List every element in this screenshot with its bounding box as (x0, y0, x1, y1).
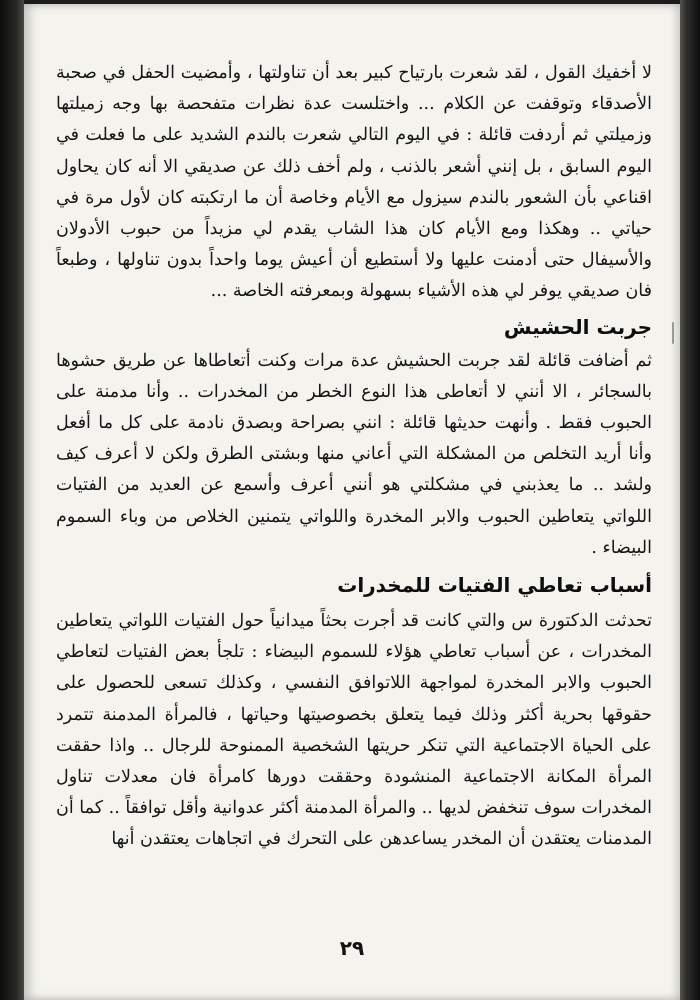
margin-mark (672, 322, 674, 344)
page-text-block (56, 58, 652, 856)
scan-left-edge (0, 0, 24, 1000)
scan-right-edge (680, 0, 700, 1000)
paragraph-reasons: تحدثت الدكتورة س والتي كانت قد أجرت بحثاً ميدانياً حول الفتيات اللواتي يتعاطين المخدرات ، عن أسباب تعاطي هؤلاء للسموم البيضاء : تلجأ بعض الفتيات لتعاطي الحبوب والابر المخدرة لمواجهة اللاتوافق النفسي ، وكذلك تسعى للحصول على حقوقها بحرية أكثر وذلك فيما يتعلق بخصوصيتها وحياتها ، فالمرأة المدمنة تتمرد على الحياة الاجتماعية التي تنكر حريتها الشخصية الممنوحة للرجال .. واذا حققت المرأة المكانة الاجتماعية المنشودة وحققت دورها كامرأة فان معدلات تناول المخدرات سوف تنخفض لديها .. والمرأة المدمنة أكثر عدوانية وأقل توافقاً .. كما أن المدمنات يعتقدن أن المخدر يساعدهن على التحرك في اتجاهات يعتقدن أنها (56, 611, 652, 850)
section-heading-tried-hashish: جربت الحشيش (503, 314, 652, 339)
section-heading-reasons: أسباب تعاطي الفتيات للمخدرات (337, 573, 652, 598)
paragraph-intro: لا أخفيك القول ، لقد شعرت بارتياح كبير بعد أن تناولتها ، وأمضيت الحفل في صحبة الأصدقاء وتوقفت عن الكلام ... واختلست عدة نظرات متفحصة بها وجه زميلتها وزميلتي ثم أردفت قائلة : في اليوم التالي شعرت بالندم الشديد على ما فعلت في اليوم السابق ، بل إنني أشعر بالذنب ، ولم أخف ذلك عن صديقي الا أنه كان يحاول اقناعي بأن الشعور بالندم سيزول مع الأيام وخاصة أن ما ارتكبته كان لأول مرة في حياتي .. وهكذا ومع الأيام كان هذا الشاب يقدم لي مزيداً من حبوب الأدولان والأسيفال حتى أدمنت عليها ولا أستطيع أن أعيش يوما واحداً بدون تناولها ، وطبعاً فان صديقي يوفر لي هذه الأشياء بسهولة وبمعرفته الخاصة ... (56, 63, 652, 302)
page-number: ٢٩ (339, 936, 365, 960)
book-page (24, 4, 680, 1000)
paragraph-hashish: ثم أضافت قائلة لقد جربت الحشيش عدة مرات وكنت أتعاطاها عن طريق حشوها بالسجائر ، الا أنني لا أتعاطى هذا النوع الخطر من المخدرات .. وأنا مدمنة على الحبوب فقط . وأنهت حديثها قائلة : انني بصراحة وبصدق نادمة على كل ما أفعل وأنا أريد التخلص من المشكلة التي أعاني منها وبشتى الطرق ولكن لا أعرف كيف ولشد .. ما يعذبني في مشكلتي هو أنني أعرف وأسمع عن العديد من الفتيات اللواتي يتعاطين الحبوب والابر المخدرة واللواتي يتمنين الخلاص من وباء السموم البيضاء . (56, 350, 652, 558)
